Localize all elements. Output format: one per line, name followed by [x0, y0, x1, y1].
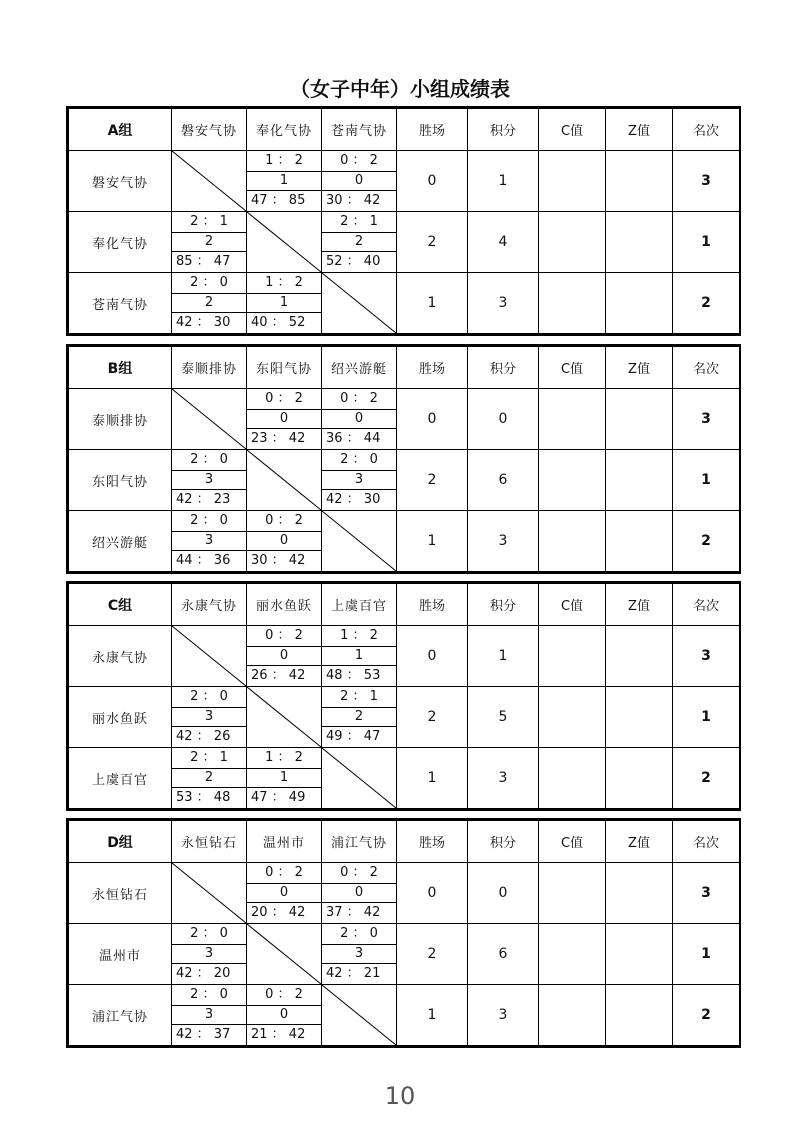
column-header-z: Z值	[606, 584, 673, 626]
diagonal-cell	[247, 924, 322, 985]
c-value	[539, 863, 606, 924]
match-total-score: 42 ： 26	[176, 729, 231, 744]
wins-value: 0	[397, 389, 468, 450]
match-set-score: 2 ： 0	[190, 987, 228, 1002]
match-points: 0	[247, 646, 321, 666]
column-header-team: 上虞百官	[322, 584, 397, 626]
match-points: 0	[247, 531, 321, 551]
c-value	[539, 748, 606, 809]
match-total-score: 42 ： 20	[176, 966, 231, 981]
group-name: B组	[69, 347, 172, 389]
table-row	[69, 626, 740, 687]
column-header-team: 奉化气协	[247, 109, 322, 151]
page-title: （女子中年）小组成绩表	[290, 77, 510, 101]
match-result-cell	[322, 863, 397, 924]
rank-value: 3	[673, 151, 740, 212]
match-points: 3	[172, 470, 246, 490]
points-value: 3	[468, 511, 539, 572]
column-header-team: 泰顺排协	[172, 347, 247, 389]
table-row	[69, 985, 740, 1046]
match-points: 2	[172, 293, 246, 313]
row-team-name: 永康气协	[69, 626, 172, 687]
c-value	[539, 151, 606, 212]
z-value	[606, 985, 673, 1046]
z-value	[606, 273, 673, 334]
z-value	[606, 212, 673, 273]
z-value	[606, 151, 673, 212]
match-points: 1	[247, 293, 321, 313]
group-name: A组	[69, 109, 172, 151]
match-points: 3	[322, 470, 396, 490]
column-header-rank: 名次	[673, 347, 740, 389]
column-header-team: 磐安气协	[172, 109, 247, 151]
match-total-score: 30 ： 42	[326, 193, 381, 208]
match-result-cell	[172, 212, 247, 273]
column-header-z: Z值	[606, 821, 673, 863]
c-value	[539, 273, 606, 334]
points-value: 0	[468, 863, 539, 924]
c-value	[539, 626, 606, 687]
standings-table	[68, 346, 740, 572]
group-name: C组	[69, 584, 172, 626]
match-result-cell	[172, 273, 247, 334]
points-value: 1	[468, 151, 539, 212]
wins-value: 2	[397, 212, 468, 273]
column-header-team: 温州市	[247, 821, 322, 863]
column-header-team: 绍兴游艇	[322, 347, 397, 389]
match-points: 2	[322, 232, 396, 252]
match-points: 2	[322, 707, 396, 727]
match-result-cell	[172, 450, 247, 511]
wins-value: 0	[397, 626, 468, 687]
z-value	[606, 389, 673, 450]
match-result-cell	[172, 511, 247, 572]
row-team-name: 绍兴游艇	[69, 511, 172, 572]
match-set-score: 2 ： 0	[340, 452, 378, 467]
c-value	[539, 450, 606, 511]
match-set-score: 1 ： 2	[265, 153, 303, 168]
column-header-points: 积分	[468, 109, 539, 151]
match-points: 1	[247, 768, 321, 788]
match-result-cell	[247, 985, 322, 1046]
row-team-name: 泰顺排协	[69, 389, 172, 450]
table-row	[69, 212, 740, 273]
match-total-score: 26 ： 42	[251, 668, 306, 683]
match-set-score: 2 ： 1	[190, 214, 228, 229]
wins-value: 1	[397, 273, 468, 334]
match-points: 0	[322, 171, 396, 191]
diagonal-cell	[247, 687, 322, 748]
group-name: D组	[69, 821, 172, 863]
column-header-team: 东阳气协	[247, 347, 322, 389]
points-value: 5	[468, 687, 539, 748]
match-total-score: 42 ： 30	[176, 315, 231, 330]
match-total-score: 20 ： 42	[251, 905, 306, 920]
table-row	[69, 511, 740, 572]
match-set-score: 1 ： 2	[340, 628, 378, 643]
match-result-cell	[322, 450, 397, 511]
match-set-score: 2 ： 1	[340, 689, 378, 704]
match-result-cell	[247, 626, 322, 687]
row-team-name: 浦江气协	[69, 985, 172, 1046]
z-value	[606, 748, 673, 809]
column-header-c: C值	[539, 584, 606, 626]
column-header-points: 积分	[468, 347, 539, 389]
column-header-rank: 名次	[673, 584, 740, 626]
points-value: 6	[468, 924, 539, 985]
match-set-score: 0 ： 2	[265, 865, 303, 880]
column-header-wins: 胜场	[397, 584, 468, 626]
row-team-name: 奉化气协	[69, 212, 172, 273]
column-header-team: 丽水鱼跃	[247, 584, 322, 626]
rank-value: 3	[673, 389, 740, 450]
points-value: 0	[468, 389, 539, 450]
c-value	[539, 389, 606, 450]
column-header-team: 永康气协	[172, 584, 247, 626]
match-set-score: 0 ： 2	[265, 987, 303, 1002]
diagonal-cell	[247, 212, 322, 273]
row-team-name: 永恒钻石	[69, 863, 172, 924]
rank-value: 1	[673, 212, 740, 273]
match-points: 2	[172, 232, 246, 252]
column-header-z: Z值	[606, 347, 673, 389]
row-team-name: 东阳气协	[69, 450, 172, 511]
match-result-cell	[322, 626, 397, 687]
match-set-score: 2 ： 0	[340, 926, 378, 941]
row-team-name: 上虞百官	[69, 748, 172, 809]
match-total-score: 30 ： 42	[251, 553, 306, 568]
column-header-rank: 名次	[673, 821, 740, 863]
standings-table	[68, 583, 740, 809]
diagonal-cell	[172, 389, 247, 450]
diagonal-cell	[172, 626, 247, 687]
rank-value: 2	[673, 511, 740, 572]
match-set-score: 2 ： 0	[190, 275, 228, 290]
match-points: 2	[172, 768, 246, 788]
match-set-score: 2 ： 1	[190, 750, 228, 765]
z-value	[606, 687, 673, 748]
match-result-cell	[172, 748, 247, 809]
match-points: 0	[247, 883, 321, 903]
match-total-score: 42 ： 37	[176, 1027, 231, 1042]
column-header-z: Z值	[606, 109, 673, 151]
match-total-score: 42 ： 23	[176, 492, 231, 507]
rank-value: 2	[673, 273, 740, 334]
row-team-name: 磐安气协	[69, 151, 172, 212]
match-points: 3	[172, 944, 246, 964]
match-result-cell	[322, 151, 397, 212]
wins-value: 1	[397, 511, 468, 572]
rank-value: 3	[673, 863, 740, 924]
points-value: 6	[468, 450, 539, 511]
match-set-score: 1 ： 2	[265, 750, 303, 765]
rank-value: 1	[673, 924, 740, 985]
c-value	[539, 511, 606, 572]
wins-value: 0	[397, 151, 468, 212]
match-set-score: 0 ： 2	[265, 628, 303, 643]
table-row	[69, 273, 740, 334]
match-points: 0	[322, 883, 396, 903]
wins-value: 2	[397, 687, 468, 748]
table-row	[69, 389, 740, 450]
z-value	[606, 924, 673, 985]
match-total-score: 53 ： 48	[176, 790, 231, 805]
table-row	[69, 863, 740, 924]
match-set-score: 0 ： 2	[340, 391, 378, 406]
match-total-score: 23 ： 42	[251, 431, 306, 446]
match-result-cell	[247, 511, 322, 572]
diagonal-cell	[322, 511, 397, 572]
match-set-score: 2 ： 0	[190, 513, 228, 528]
column-header-rank: 名次	[673, 109, 740, 151]
match-total-score: 85 ： 47	[176, 254, 231, 269]
match-total-score: 36 ： 44	[326, 431, 381, 446]
wins-value: 2	[397, 924, 468, 985]
wins-value: 1	[397, 748, 468, 809]
match-total-score: 48 ： 53	[326, 668, 381, 683]
match-set-score: 0 ： 2	[265, 513, 303, 528]
match-total-score: 21 ： 42	[251, 1027, 306, 1042]
diagonal-cell	[322, 273, 397, 334]
match-set-score: 2 ： 0	[190, 689, 228, 704]
match-set-score: 2 ： 0	[190, 926, 228, 941]
match-result-cell	[322, 389, 397, 450]
page-number: 10	[384, 1082, 416, 1110]
table-row	[69, 450, 740, 511]
z-value	[606, 511, 673, 572]
match-result-cell	[247, 273, 322, 334]
match-set-score: 2 ： 0	[190, 452, 228, 467]
c-value	[539, 212, 606, 273]
match-points: 0	[247, 1005, 321, 1025]
row-team-name: 丽水鱼跃	[69, 687, 172, 748]
match-result-cell	[172, 924, 247, 985]
match-result-cell	[172, 687, 247, 748]
group-table	[66, 344, 741, 574]
match-result-cell	[247, 151, 322, 212]
match-result-cell	[322, 924, 397, 985]
diagonal-cell	[322, 985, 397, 1046]
c-value	[539, 924, 606, 985]
rank-value: 3	[673, 626, 740, 687]
standings-table	[68, 108, 740, 334]
match-points: 3	[172, 707, 246, 727]
table-row	[69, 687, 740, 748]
match-result-cell	[322, 212, 397, 273]
match-points: 3	[172, 1005, 246, 1025]
match-result-cell	[247, 748, 322, 809]
rank-value: 2	[673, 985, 740, 1046]
column-header-c: C值	[539, 109, 606, 151]
column-header-points: 积分	[468, 821, 539, 863]
group-table	[66, 106, 741, 336]
match-set-score: 0 ： 2	[340, 865, 378, 880]
group-table	[66, 818, 741, 1048]
match-set-score: 0 ： 2	[265, 391, 303, 406]
match-result-cell	[322, 687, 397, 748]
rank-value: 1	[673, 450, 740, 511]
match-set-score: 1 ： 2	[265, 275, 303, 290]
match-set-score: 2 ： 1	[340, 214, 378, 229]
match-total-score: 52 ： 40	[326, 254, 381, 269]
match-total-score: 37 ： 42	[326, 905, 381, 920]
column-header-wins: 胜场	[397, 109, 468, 151]
match-result-cell	[247, 389, 322, 450]
table-row	[69, 151, 740, 212]
column-header-points: 积分	[468, 584, 539, 626]
match-result-cell	[247, 863, 322, 924]
diagonal-cell	[172, 863, 247, 924]
wins-value: 2	[397, 450, 468, 511]
rank-value: 2	[673, 748, 740, 809]
column-header-team: 苍南气协	[322, 109, 397, 151]
points-value: 1	[468, 626, 539, 687]
table-row	[69, 748, 740, 809]
match-points: 0	[247, 409, 321, 429]
wins-value: 1	[397, 985, 468, 1046]
match-points: 1	[322, 646, 396, 666]
column-header-c: C值	[539, 821, 606, 863]
row-team-name: 温州市	[69, 924, 172, 985]
match-total-score: 47 ： 49	[251, 790, 306, 805]
match-set-score: 0 ： 2	[340, 153, 378, 168]
match-points: 0	[322, 409, 396, 429]
column-header-c: C值	[539, 347, 606, 389]
points-value: 4	[468, 212, 539, 273]
points-value: 3	[468, 748, 539, 809]
column-header-team: 永恒钻石	[172, 821, 247, 863]
group-table	[66, 581, 741, 811]
match-total-score: 44 ： 36	[176, 553, 231, 568]
match-points: 1	[247, 171, 321, 191]
match-total-score: 47 ： 85	[251, 193, 306, 208]
z-value	[606, 626, 673, 687]
rank-value: 1	[673, 687, 740, 748]
z-value	[606, 863, 673, 924]
points-value: 3	[468, 985, 539, 1046]
c-value	[539, 985, 606, 1046]
row-team-name: 苍南气协	[69, 273, 172, 334]
match-total-score: 42 ： 30	[326, 492, 381, 507]
match-points: 3	[322, 944, 396, 964]
diagonal-cell	[172, 151, 247, 212]
z-value	[606, 450, 673, 511]
wins-value: 0	[397, 863, 468, 924]
match-total-score: 42 ： 21	[326, 966, 381, 981]
match-points: 3	[172, 531, 246, 551]
column-header-team: 浦江气协	[322, 821, 397, 863]
match-total-score: 49 ： 47	[326, 729, 381, 744]
column-header-wins: 胜场	[397, 821, 468, 863]
match-result-cell	[172, 985, 247, 1046]
diagonal-cell	[247, 450, 322, 511]
standings-table	[68, 820, 740, 1046]
diagonal-cell	[322, 748, 397, 809]
column-header-wins: 胜场	[397, 347, 468, 389]
points-value: 3	[468, 273, 539, 334]
c-value	[539, 687, 606, 748]
match-total-score: 40 ： 52	[251, 315, 306, 330]
table-row	[69, 924, 740, 985]
